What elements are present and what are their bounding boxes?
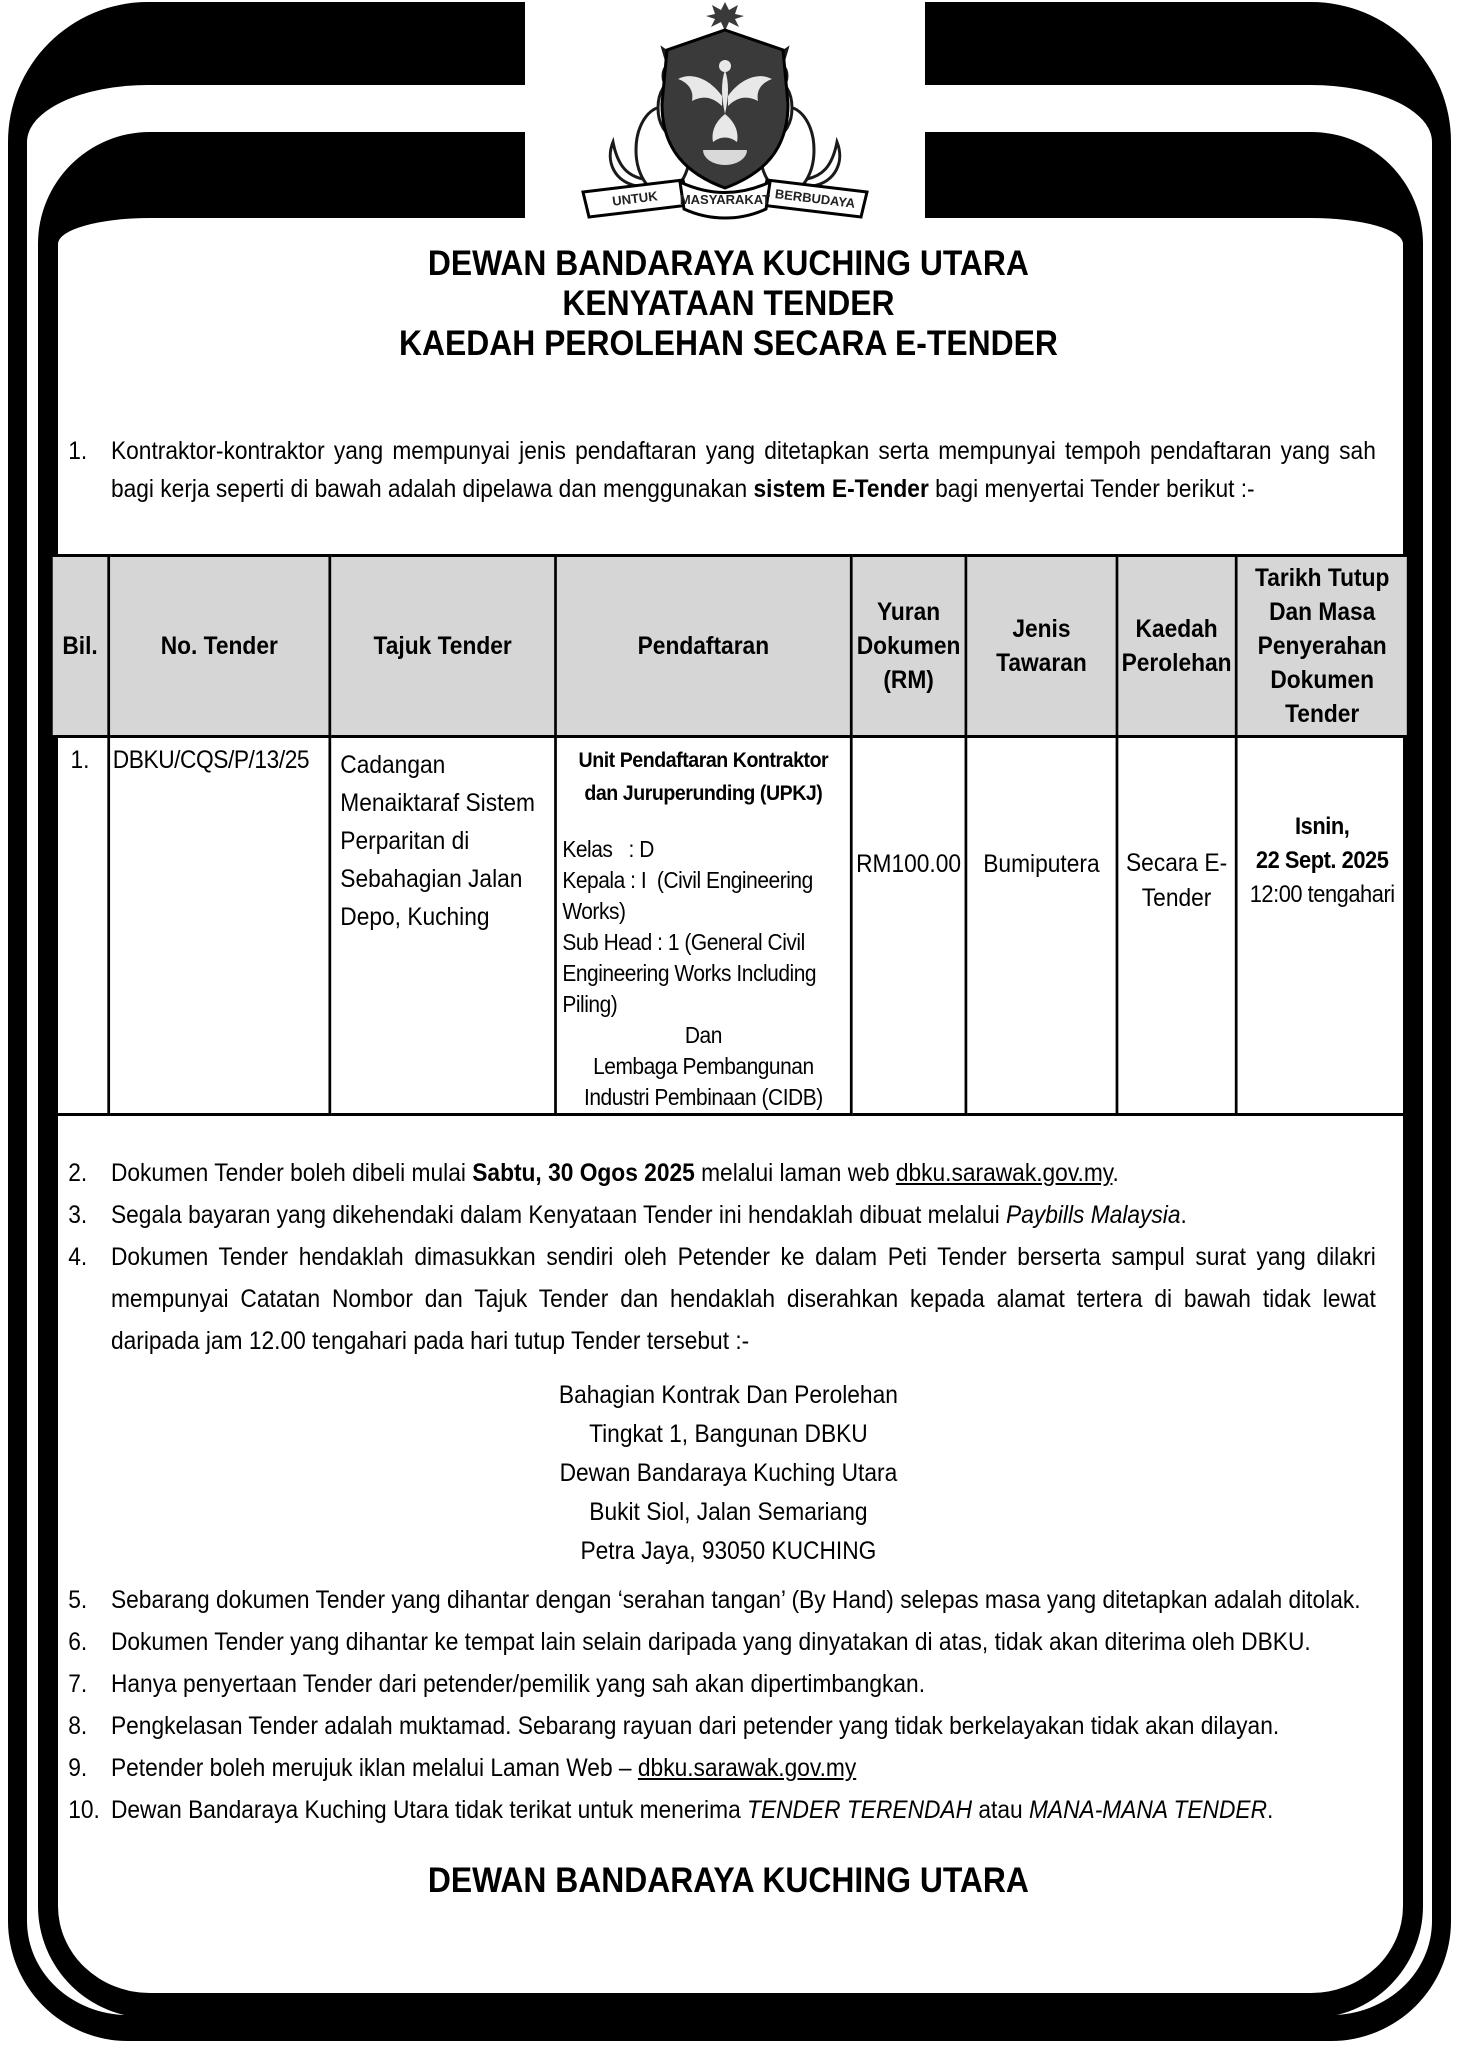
clause-text: [111, 1152, 1407, 1194]
cell-jenis-tawaran: Bumiputera: [966, 737, 1117, 1115]
cell-yuran-dokumen: RM100.00: [851, 737, 966, 1115]
address-line: Bahagian Kontrak Dan Perolehan: [558, 1381, 898, 1409]
tender-table: [50, 554, 1410, 1116]
clause-1: [50, 432, 1407, 508]
col-header-yuran: Yuran Dokumen (RM): [851, 556, 966, 737]
clause-number: 9.: [68, 1754, 88, 1782]
col-header-kaedah: Kaedah Perolehan: [1117, 556, 1236, 737]
table-header-row: [51, 556, 1408, 737]
submission-address: [50, 1376, 1407, 1571]
text-segment: Dokumen Tender hendaklah dimasukkan sendiri oleh Petender ke dalam Peti Tender berserta sampul surat yang dilakri mempunyai Catatan Nombor dan Tajuk Tender dan hendaklah diserahkan kepada alamat tertera di bawah tidak lewat daripada jam 12.00 tengahari pada hari tutup Tender tersebut :-: [110, 1243, 1376, 1355]
clause-text: [111, 1663, 1407, 1705]
text-segment: Dokumen Tender boleh dibeli mulai: [110, 1159, 473, 1187]
motto-berbudaya: BERBUDAYA: [774, 186, 857, 211]
tarikh-time: 12:00 tengahari: [1249, 881, 1395, 908]
motto-masyarakat: MASYARAKAT: [679, 192, 771, 207]
text-segment: sistem E-Tender: [753, 475, 929, 503]
cell-pendaftaran: [556, 737, 852, 1115]
table-row: [51, 737, 1408, 1115]
sub-head-line: Sub Head : 1 (General Civil Engineering Works Including Piling): [562, 929, 822, 1017]
clause-4: [50, 1236, 1407, 1362]
clauses-5-to-10: [50, 1579, 1407, 1831]
tarikh-date: 22 Sept. 2025: [1255, 847, 1389, 874]
col-header-bil: Bil.: [51, 556, 108, 737]
clauses-2-to-4: [50, 1152, 1407, 1362]
dan-line: Dan: [684, 1022, 722, 1048]
text-segment: .: [1112, 1159, 1119, 1187]
dbku-crest: [525, 0, 925, 230]
col-header-tajuk: Tajuk Tender: [330, 556, 556, 737]
col-header-no-tender: No. Tender: [109, 556, 330, 737]
address-line: Bukit Siol, Jalan Semariang: [589, 1498, 868, 1526]
title-line-organisation: DEWAN BANDARAYA KUCHING UTARA: [427, 244, 1029, 283]
address-line: Petra Jaya, 93050 KUCHING: [580, 1537, 877, 1565]
text-segment: Sebarang dokumen Tender yang dihantar dengan ‘serahan tangan’ (By Hand) selepas masa yang ditetapkan adalah ditolak.: [110, 1586, 1361, 1614]
tarikh-day: Isnin,: [1295, 813, 1350, 840]
clause-number: 8.: [68, 1712, 88, 1740]
col-header-pendaftaran: Pendaftaran: [556, 556, 852, 737]
dbku-crest-svg: [525, 0, 925, 230]
star-icon: [706, 2, 744, 31]
title-line-kaedah: KAEDAH PEROLEHAN SECARA E-TENDER: [398, 324, 1058, 363]
motto-untuk: UNTUK: [611, 188, 659, 209]
clause-6: [50, 1621, 1407, 1663]
clause-number: 10.: [68, 1796, 100, 1824]
text-segment: melalui laman web: [694, 1159, 896, 1187]
kepala-line: Kepala : I (Civil Engineering Works): [562, 867, 819, 924]
clause-text: [111, 1705, 1407, 1747]
text-segment: Segala bayaran yang dikehendaki dalam Kenyataan Tender ini hendaklah dibuat melalui: [110, 1201, 1007, 1229]
text-segment: MANA-MANA TENDER: [1028, 1796, 1268, 1824]
cell-tajuk-tender: Cadangan Menaiktaraf Sistem Perparitan di Sebahagian Jalan Depo, Kuching: [330, 737, 556, 1115]
text-segment: Sabtu, 30 Ogos 2025: [472, 1159, 695, 1187]
clause-number: 7.: [68, 1670, 88, 1698]
text-segment: atau: [972, 1796, 1029, 1824]
clause-text: [111, 1747, 1407, 1789]
clause-text: [111, 1579, 1407, 1621]
clause-number: 3.: [68, 1201, 88, 1229]
notice-content: [50, 218, 1407, 1901]
clause-5: [50, 1579, 1407, 1621]
cell-kaedah-perolehan: Secara E-Tender: [1117, 737, 1236, 1115]
link-dbku-website[interactable]: dbku.sarawak.gov.my: [895, 1159, 1113, 1187]
text-segment: Kontraktor-kontraktor yang mempunyai jenis pendaftaran yang ditetapkan serta mempunyai tempoh pendaftaran yang sah bagi kerja seperti di bawah adalah dipelawa dan menggunakan: [110, 437, 1376, 503]
footer-organisation-title: DEWAN BANDARAYA KUCHING UTARA: [427, 1861, 1029, 1900]
clause-text: [111, 1789, 1407, 1831]
clause-9: [50, 1747, 1407, 1789]
text-segment: bagi menyertai Tender berikut :-: [928, 475, 1255, 503]
clause-7: [50, 1663, 1407, 1705]
cell-no-tender: DBKU/CQS/P/13/25: [109, 737, 330, 1115]
notice-title: [50, 244, 1407, 364]
clause-text: [111, 1236, 1407, 1362]
spacer: [562, 810, 844, 834]
clause-number: 1.: [68, 437, 88, 465]
col-header-tarikh: Tarikh Tutup Dan Masa Penyerahan Dokumen Tender: [1236, 556, 1408, 737]
address-line: Tingkat 1, Bangunan DBKU: [589, 1420, 868, 1448]
clause-3: [50, 1194, 1407, 1236]
clause-number: 2.: [68, 1159, 88, 1187]
clause-number: 4.: [68, 1243, 88, 1271]
text-segment: Paybills Malaysia: [1006, 1201, 1181, 1229]
cidb-line: Lembaga Pembangunan Industri Pembinaan (CIDB): [584, 1053, 823, 1110]
text-segment: .: [1180, 1201, 1187, 1229]
text-segment: .: [1267, 1796, 1274, 1824]
address-line: Dewan Bandaraya Kuching Utara: [559, 1459, 898, 1487]
cell-tarikh-tutup: [1236, 737, 1408, 1115]
clause-8: [50, 1705, 1407, 1747]
text-segment: Hanya penyertaan Tender dari petender/pemilik yang sah akan dipertimbangkan.: [110, 1670, 926, 1698]
clause-text: [111, 1194, 1407, 1236]
text-segment: Petender boleh merujuk iklan melalui Laman Web –: [110, 1754, 638, 1782]
text-segment: Dewan Bandaraya Kuching Utara tidak terikat untuk menerima: [110, 1796, 748, 1824]
upkj-heading: Unit Pendaftaran Kontraktor dan Juruperunding (UPKJ): [578, 748, 829, 805]
kelas-line: Kelas : D: [562, 836, 654, 862]
clause-text: [111, 1621, 1407, 1663]
title-line-kenyataan: KENYATAAN TENDER: [562, 284, 895, 323]
text-segment: Pengkelasan Tender adalah muktamad. Sebarang rayuan dari petender yang tidak berkelayakan tidak akan dilayan.: [110, 1712, 1280, 1740]
col-header-jenis: Jenis Tawaran: [966, 556, 1117, 737]
cell-bil: 1.: [51, 737, 108, 1115]
link-dbku-website[interactable]: dbku.sarawak.gov.my: [637, 1754, 857, 1782]
clause-text: [111, 432, 1407, 508]
clause-10: [50, 1789, 1407, 1831]
clause-2: [50, 1152, 1407, 1194]
text-segment: Dokumen Tender yang dihantar ke tempat lain selain daripada yang dinyatakan di atas, tidak akan diterima oleh DBKU.: [110, 1628, 1311, 1656]
clause-number: 6.: [68, 1628, 88, 1656]
clause-number: 5.: [68, 1586, 88, 1614]
text-segment: TENDER TERENDAH: [747, 1796, 973, 1824]
